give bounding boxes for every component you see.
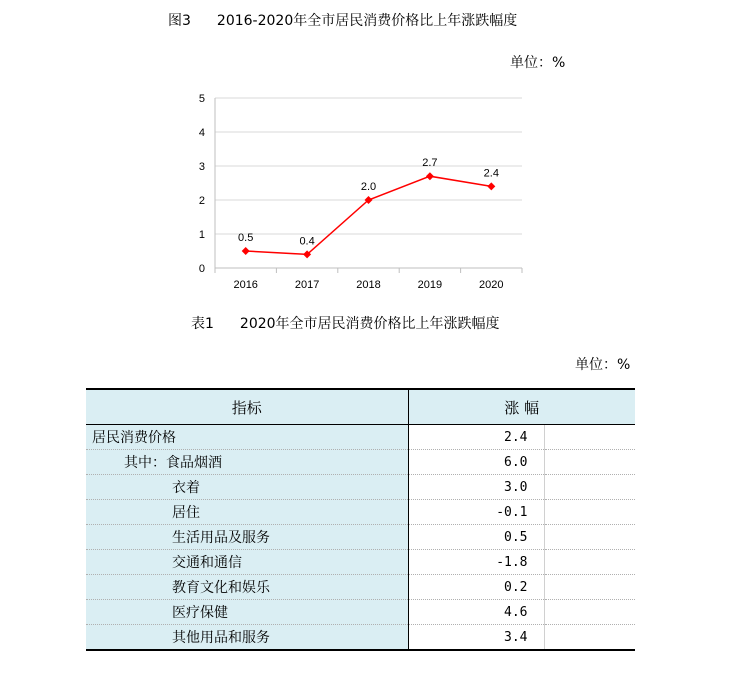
figure-title: 2016-2020年全市居民消费价格比上年涨跌幅度 <box>216 13 518 29</box>
data-label: 0.4 <box>299 235 315 248</box>
data-point <box>426 172 434 180</box>
x-tick-label: 2016 <box>233 279 258 291</box>
header-change: 涨 幅 <box>408 389 635 425</box>
figure-caption <box>168 10 517 30</box>
table-header-row <box>86 389 635 425</box>
row-indicator-name: 交通和通信 <box>86 550 408 575</box>
chart-ticks <box>199 93 504 291</box>
row-empty-cell <box>544 475 635 500</box>
row-change-value: 3.0 <box>408 475 544 500</box>
y-tick-label: 0 <box>198 263 205 275</box>
table-caption <box>191 313 500 333</box>
row-change-value: 2.4 <box>408 425 544 450</box>
table-row <box>86 575 635 600</box>
figure-unit: 单位：% <box>510 55 566 71</box>
data-point <box>487 182 495 190</box>
price-index-table <box>86 388 635 651</box>
y-tick-label: 1 <box>198 229 205 241</box>
row-empty-cell <box>544 425 635 450</box>
row-indicator-name: 居住 <box>86 500 408 525</box>
data-label: 2.7 <box>422 157 438 170</box>
table-row <box>86 425 635 450</box>
x-tick-label: 2020 <box>479 279 504 291</box>
row-indicator-name: 教育文化和娱乐 <box>86 575 408 600</box>
row-change-value: 6.0 <box>408 450 544 475</box>
table-row <box>86 475 635 500</box>
row-indicator-name: 生活用品及服务 <box>86 525 408 550</box>
data-label: 2.4 <box>483 167 499 180</box>
y-tick-label: 3 <box>198 161 205 173</box>
x-tick-label: 2017 <box>294 279 320 291</box>
y-tick-label: 5 <box>198 93 205 105</box>
row-empty-cell <box>544 625 635 651</box>
table-unit: 单位：% <box>575 357 631 373</box>
row-change-value: 0.5 <box>408 525 544 550</box>
row-indicator-name: 衣着 <box>86 475 408 500</box>
row-change-value: -1.8 <box>408 550 544 575</box>
chart-grid <box>215 98 522 234</box>
row-change-value: 4.6 <box>408 600 544 625</box>
row-empty-cell <box>544 550 635 575</box>
x-tick-label: 2019 <box>417 279 443 291</box>
row-indicator-name: 居民消费价格 <box>86 425 408 450</box>
table-row <box>86 600 635 625</box>
row-empty-cell <box>544 450 635 475</box>
data-label: 0.5 <box>238 232 254 244</box>
header-indicator: 指标 <box>86 389 408 425</box>
figure-number: 图3 <box>168 13 191 29</box>
y-tick-label: 4 <box>198 127 205 139</box>
row-change-value: 3.4 <box>408 625 544 651</box>
table-row <box>86 625 635 651</box>
y-tick-label: 2 <box>198 195 205 207</box>
row-indicator-name: 其他用品和服务 <box>86 625 408 651</box>
x-tick-label: 2018 <box>356 279 381 291</box>
table-title: 2020年全市居民消费价格比上年涨跌幅度 <box>239 316 500 332</box>
table-row <box>86 550 635 575</box>
data-point <box>242 247 250 255</box>
row-empty-cell <box>544 600 635 625</box>
row-indicator-name: 医疗保健 <box>86 600 408 625</box>
table-number: 表1 <box>191 316 214 332</box>
row-empty-cell <box>544 525 635 550</box>
row-empty-cell <box>544 500 635 525</box>
row-indicator-name: 其中：食品烟酒 <box>86 450 408 475</box>
line-chart <box>190 88 535 298</box>
table-row <box>86 450 635 475</box>
data-label: 2.0 <box>360 181 377 193</box>
table-row <box>86 500 635 525</box>
table-row <box>86 525 635 550</box>
row-change-value: -0.1 <box>408 500 544 525</box>
row-empty-cell <box>544 575 635 600</box>
row-change-value: 0.2 <box>408 575 544 600</box>
